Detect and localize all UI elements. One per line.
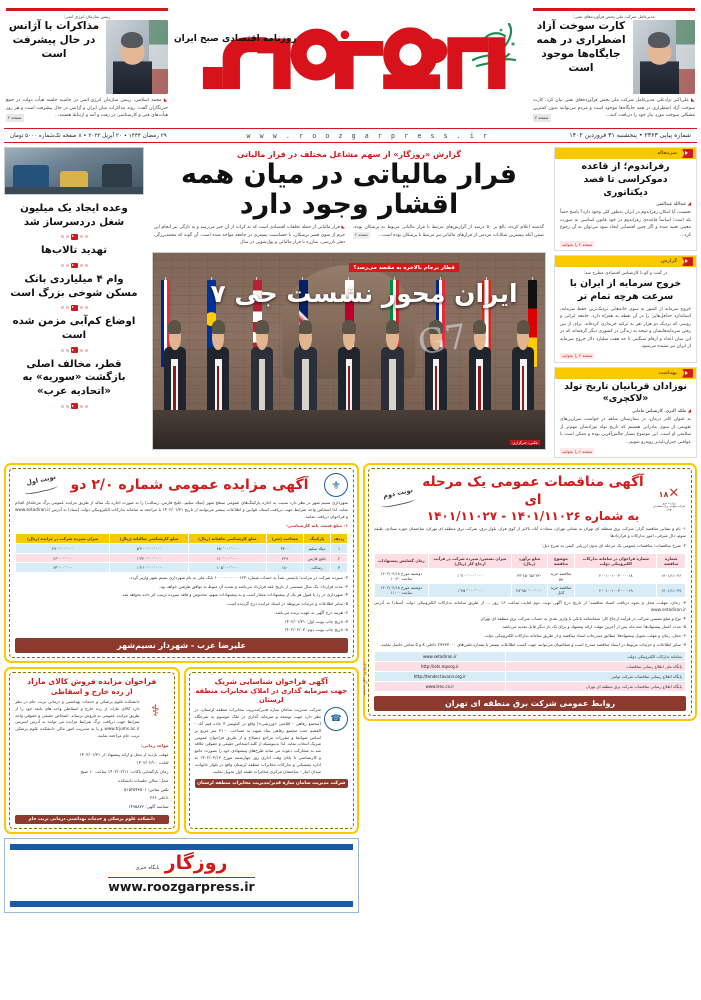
cell: ۵٬۴۰۰٬۰۰۰٬۰۰۰ <box>110 544 188 554</box>
right-teaser-body <box>533 97 695 119</box>
surplus-schedule-4: محل: سالن جلسات دانشکده <box>118 777 169 783</box>
nameplate-area <box>168 8 533 120</box>
th: موضوع مناقصه <box>547 553 575 568</box>
telecom-footer: شرکت مدیریت سامان سازه قدیر/مدیریت مخابرات منطقه لرستان <box>195 779 349 788</box>
cell: میلاد سلیم <box>303 544 330 554</box>
th: شماره فراخوان در سامانه تدارکات الکترونیکی دولت <box>575 553 657 568</box>
telecom-logo <box>324 707 348 775</box>
cell: دوشنبه مورخ ۱۴۰۲/۰۲/۱۸ ساعت ۱۰:۳۰ <box>375 568 429 583</box>
telecom-body: شرکت مدیریت سامان سازه قدیر/مدیریت مخابرات منطقه لرستان، در نظر دارد جهت توسعه و سرمایه گذاری در ملک موسوم به تفرجگاه (مجتمع رفاهی - اقامتی «ورزشی») واقع در کیلومتر ۴ جاده فیم آباد - القشم جنب مجتمع رفاهی بنیاد شهید به مساحت ۳۱۰۰ متر مربع بر اساس ضوابط و مقررات مراجع ذیصلاح و از طریق فراخوان عمومی شریک انتخاب نماید. لذا بدینوسیله از کلیه اشخاص حقیقی و حقوقی علاقه مند به مشارکت دعوت می نماید طرح‌های پیشنهادی خود را بصورت جامع و کارشناسی تا پایان وقت اداری روز چهارشنبه مورخ ۱۴۰۲/۰۲/۱۳ به اداره پشتیبانی و تدارکات مخابرات منطقه لرستان واقع در بلوار خانواده، میدان ایثار - ساختمان مرکزی مخابرات طبقه اول تحویل نمایند. <box>194 707 321 774</box>
photo-credit: عکس: خبرگزاری <box>512 440 538 445</box>
ads-row-top <box>4 463 697 913</box>
surplus-logo <box>143 699 169 740</box>
lede-left-text: گذشته اعلام کرده، بالغ بر ۵۰ درصد از گزارش‌های مرتبط با فرار مالیاتی مربوط به پزشکان بوده، ضمن آنکه بیشترین شکایات مردمی از فرارهای مالیاتی نیز مرتبط با پزشکان بوده است... <box>353 225 544 238</box>
cell: خلیج فارس <box>303 553 330 563</box>
left-headline-4[interactable]: اوضاع کم‌آبی مزمن شده است <box>12 316 136 342</box>
tender-org-logo: ✕۱۸ وزارت نیرو شرکت سهامی برق منطقه ای تهران <box>652 485 686 511</box>
ads-row-bottom <box>4 667 359 834</box>
right-teaser-photo <box>633 20 695 94</box>
left-teaser-more[interactable]: صفحه ۲ <box>8 114 22 120</box>
right-teaser-title[interactable]: کارت سوخت آزاد اضطراری در همه جایگاه‌ها موجود است <box>536 20 626 74</box>
url-cell[interactable]: www.trec.co.ir <box>375 682 506 692</box>
surplus-schedule-6: داخلی ۲۶۶ <box>149 795 169 801</box>
right-teaser-eyebrow: مدیرعامل شرکت ملی پخش فرآورده‌های نفتی: <box>573 14 655 19</box>
editorial-title[interactable]: رفراندوم؛ از قاعده دموکراسی تا قصد دیکتاتوری <box>581 161 670 198</box>
section-tab-report[interactable] <box>555 256 696 267</box>
cell: دوشنبه مورخ ۱۴۰۲/۰۲/۱۸ ساعت ۱۱:۰۰ <box>375 583 429 598</box>
lead-more-link[interactable]: صفحه ۲ <box>355 232 368 238</box>
telecom-emblem-icon: ☎ <box>324 707 348 731</box>
editorial-continue-link[interactable]: صفحه ۲ را بخوانید <box>562 241 593 247</box>
right-teaser-text: ملی پخش فرآورده‌های نفتی بیان کرد: کارت سوخت آزاد اضطراری در همه جایگاه‌ها موجود است و مردم می‌توانند بدون کمترین مشکلی سوخت مورد نیاز خود را دریافت کنند... <box>533 98 695 119</box>
table-header-row <box>375 553 686 568</box>
tender-signature: روابط عمومی شرکت برق منطقه ای تهران <box>374 696 686 711</box>
tender-urls-table <box>374 651 686 692</box>
left-teaser-byline: محمد اسلامی، رییس سازمان <box>103 98 162 104</box>
sidebar-card-health[interactable] <box>554 367 697 458</box>
headline-separator <box>4 303 144 312</box>
auction-table <box>15 533 348 573</box>
surplus-schedule-2: لغایت ۱۴۰۲/۰۲/۱۰ <box>136 760 169 766</box>
editorial-author <box>560 202 691 207</box>
cell: ۱۰۵٬۰۰۰٬۰۰۰ <box>188 563 266 573</box>
table-row <box>375 568 686 583</box>
left-headline-3[interactable]: وام ۴ میلیاردی بانک مسکن شوخی بزرگ است <box>10 274 138 299</box>
auction-signature: علیرضا عرب - شهردار نسیم‌شهر <box>15 638 348 653</box>
cell: ۱۴۰۱/۱۱۰۲۶ <box>657 568 686 583</box>
th: میزان سپرده شرکت در مزایده (ریال) <box>16 534 110 544</box>
cell: ۱٬۳۲۰٬۰۰۰٬۰۰۰ <box>110 553 188 563</box>
hijri-gregorian-date-price: ۲۹ رمضان ۱۴۴۴ • ۲۰ آپریل ۲۰۲۳ • ۸ صفحه تک‌شماره ۵۰۰۰ تومان <box>10 132 167 139</box>
auction-org-logo <box>322 473 348 497</box>
lede-right-column <box>154 224 345 246</box>
website-url[interactable]: w w w . r o o z g a r p r e s s . i r <box>246 131 490 140</box>
right-teaser-byline: علی‌اکبر نژادعلی مدیرعامل شرکت <box>620 98 690 104</box>
promo-bar-top <box>10 844 353 850</box>
flag-marker-icon <box>682 257 693 266</box>
ad-telecom-partner-call[interactable] <box>184 667 360 834</box>
flag-marker-icon <box>682 369 693 378</box>
cell: پایگاه اطلاع رسانی مناقصات شرکت توانیر <box>505 672 685 682</box>
left-teaser-text: انرژی اتمی در حاشیه جلسه هیأت دولت در جمع خبرنگاران گفت، روند مذاکرات میان ایران و آژانس در حال پیشرفت است و هر روز هیأت‌های فنی و کارشناسی در رفت و آمد و ارتباط هستند... <box>6 98 168 119</box>
auction-clause-5: ۶- هزینه درج آگهی به عهده برنده می‌باشد. <box>274 609 348 615</box>
issue-info-bar <box>4 128 697 143</box>
lead-headline[interactable]: فرار مالیاتی در میان همه اقشار وجود دارد <box>181 159 517 221</box>
ad-surplus-goods-auction[interactable] <box>4 667 180 834</box>
th: مبلغ کارشناسی ماهیانه (ریال) <box>188 534 266 544</box>
cell: ۳۳٬۶۵۰٬۵۸٬۲۳۰ <box>512 568 547 583</box>
tender-intro-1: ۱- نام و نشانی مناقصه گزار: شرکت برق منطقه ای تهران به نشانی تهران، سعادت آباد، بالاتر از کوی فراز، بلوار برق، شرکت برق منطقه ای تهران، ساختمان حوزه ستادی، طبقه سوم، دال شرقی، امور تدارکات و قراردادها <box>374 526 686 539</box>
surplus-footer: دانشکده علوم پزشکی و خدمات بهداشتی درمانی تربت جام <box>15 815 169 824</box>
tender-stamp: نوبت دوم <box>373 486 415 510</box>
tender-clause-1: ۳- زمان، مهلت، محل و نحوه دریافت اسناد مناقصه: از تاریخ درج آگهی نوبت دوم لغایت ساعت ۱۶ روز ... از طریق سامانه تدارکات الکترونیکی دولت (ستاد) به آدرس www.setadiran.ir <box>374 600 686 612</box>
headline-separator <box>4 346 144 355</box>
th: پارکینگ <box>303 534 330 544</box>
left-teaser-title[interactable]: مذاکرات با آژانس در حال پیشرفت است <box>8 20 100 61</box>
promo-url[interactable]: www.roozgarpress.ir <box>108 878 255 894</box>
surplus-body: دانشکده علوم پزشکی و خدمات بهداشتی و درمانی تربت جام در نظر دارد کالای مازاد، از رده خارج و اسقاطی واحد های تابعه خود را از طریق مزایده عمومی به فروش برساند. اشخاص حقیقی و حقوقی واجد شرایط جهت دریافت برگ شرایط مزایده می توانند به آدرس اینترنتی www.trjums.ac.ir و یا به مدیریت امور مالی دانشکده علوم پزشکی تربت جام مراجعه نمایند. <box>15 699 140 739</box>
health-author <box>560 409 691 414</box>
url-cell[interactable]: www.setadiran.ir <box>375 652 506 662</box>
table-row <box>375 682 686 692</box>
auction-section-1: ۱- مبلغ قیمت پایه کارشناسی: <box>286 523 348 529</box>
cell: ۲ <box>331 553 348 563</box>
auction-clause-2: ۳- مدت قرارداد: یک سال شمسی از تاریخ عقد قرارداد می‌باشد و تمدید آن منوط به توافق طرفین خواهد بود. <box>158 583 348 589</box>
cell: پایگاه اطلاع رسانی مناقصات شرکت برق منطقه ای تهران <box>505 682 685 692</box>
sidebar-card-editorial[interactable] <box>554 147 697 251</box>
masthead-right-teaser[interactable] <box>533 8 695 122</box>
table-row <box>16 544 348 554</box>
tender-clause-4: ۶- محل، زمان و مهلت تحویل پیشنهادها: مطابق مندرجات اسناد مناقصه و از طریق سامانه تدارکات الکترونیکی دولت <box>484 633 686 639</box>
promo-bar-bottom <box>10 901 353 907</box>
section-tab-label: بهداشت <box>658 370 677 376</box>
th: شماره مناقصه <box>657 553 686 568</box>
telecom-title-2: جهت سرمایه گذاری در املاک مخابرات منطقه لرستان <box>195 687 348 705</box>
municipality-emblem-icon: ⚜ <box>324 473 348 497</box>
advertisements-area <box>0 461 701 917</box>
section-tab-label: گزارش <box>660 259 677 265</box>
paper-nameplate-logo <box>198 10 519 114</box>
masthead <box>0 0 701 128</box>
health-body: به عنوان کادر درمان، در بیمارستان شاهد در خواست سزارین‌های تقویمی از سوی مادرانی هستیم که تاریخ تولد نوزادشان مهم‌تر از سلامتی او است. این موضوع بسیار چالش‌آفرین بوده و ممکن است با عواقبی جبران‌ناپذیر روبه‌رو شویم... <box>560 417 691 445</box>
surplus-title-2: از رده خارج و اسقاطی <box>50 687 133 697</box>
author-name: ملکه اکبری، کارشناس مامایی <box>632 409 687 415</box>
surplus-title-1: فراخوان مزایده فروش کالای مازاد <box>27 677 157 687</box>
table-row <box>375 652 686 662</box>
cell: مناقصه خرید پیج <box>547 568 575 583</box>
ad-roozgar-website-promo[interactable] <box>4 838 359 913</box>
th: میزان تضمین/ سپرده شرکت در فرآیند ارجاع کار (ریال) <box>428 553 512 568</box>
cell: ۳۲۰۰ <box>266 544 303 554</box>
surplus-schedule-label: مواعد زمانی: <box>141 742 169 748</box>
headline-separator <box>4 232 144 241</box>
th: مبلغ برآورد (ریال) <box>512 553 547 568</box>
right-sidebar <box>554 147 697 457</box>
headline-separator <box>4 402 144 411</box>
ad-tender-notice[interactable] <box>363 463 697 721</box>
tender-org-sub: شرکت سهامی برق منطقه ای تهران <box>652 504 686 511</box>
divider-rule <box>533 8 695 11</box>
photo-kicker: قطار برجام بالاخره به مقصد می‌رسد؟ <box>349 263 458 272</box>
auction-intro: شهرداری نسیم شهر در نظر دارد نسبت به اجاره پارکینگ‌های عمومی سطح شهر (میلاد سلیم، خلیج فارس، رسالت) را به صورت اجاره یک ساله از طریق مزایده عمومی برگ مرحله‌ای اقدام نماید. لذا اشخاص واجد شرایط جهت دریافت اسناد، قوانین و اطلاعات بیشتر می‌توانند از تاریخ ۱۴۰۲/۰۱/۳۱ با مراجعه به سامانه تدارکات الکترونیکی دولت (ستاد) به آدرس www.setadiran.ir و فراخوان دریافت نمایند. <box>15 500 348 519</box>
url-cell[interactable]: http://iets.mporg.ir <box>375 662 506 672</box>
divider-rule <box>6 8 168 11</box>
cell: رسالت <box>303 563 330 573</box>
table-row <box>375 672 686 682</box>
flag-marker-icon <box>682 149 693 158</box>
bullet-icon: ◣ <box>341 225 345 231</box>
paper-tagline: روزنامه اقتصادی صبح ایران <box>174 34 297 44</box>
cell: ۴۲۹ <box>266 553 303 563</box>
left-teaser-body <box>6 97 168 119</box>
surplus-schedule-5: تلفن تماس: ۰۵۱۵۲۵۴۳۵۰۱ <box>121 786 169 792</box>
cell: ۲۰۰۱۰۰۱۰۰۳۰۰۰۰۱۸ <box>575 568 657 583</box>
left-headline-1[interactable]: وعده ایجاد یک میلیون شغل دردسرساز شد <box>20 203 128 228</box>
right-teaser-more[interactable]: صفحه ۴ <box>535 114 549 120</box>
cell: ۱٬۴۵۰٬۰۰۰٬۰۰۰ <box>428 583 512 598</box>
promo-brand: روزگار <box>164 851 228 874</box>
auction-clause-1: ۲- سپرده شرکت در مزایده: بایستی نقداً به حساب شماره ۱۰۰۰۰۰۰۰۰۰۰۱۲۳ بانک ملی به نام شهرداری نسیم شهر واریز گردد. <box>128 575 348 581</box>
table-row <box>16 563 348 573</box>
health-title[interactable]: نوزادان قربانیان تاریخ تولد «لاکچری» <box>564 380 687 405</box>
th: مساحت (متر) <box>266 534 303 544</box>
left-column-photo <box>4 147 144 195</box>
promo-tag: پایگاه خبری <box>135 864 160 871</box>
left-teaser-photo <box>106 20 168 94</box>
lede-left-column <box>353 224 544 246</box>
telecom-title-1: آگهی فراخوان شناسایی شریک <box>214 677 328 687</box>
bullet-icon: ◢ <box>687 202 691 208</box>
g7-watermark: G7 <box>415 316 470 364</box>
table-row <box>375 662 686 672</box>
tender-clause-3: ۵- مدت اعتبار پیشنهادها: سه ماه پس از آخرین مهلت ارائه پیشنهاد و برای یک بار دیگر قابل تمدید می‌باشد. <box>501 624 686 630</box>
tender-ad-id: شناسه آگهی ۱۴۹۵۶۳۲ <box>363 662 367 696</box>
cell: ۲۸٬۹۵۰٬۰۰۰٬۰۰۰ <box>512 583 547 598</box>
author-name: عبدالله عبدالقنی <box>656 202 687 208</box>
lead-lede <box>154 224 544 246</box>
lead-kicker: گزارش «روزگار» از سهم مشاغل مختلف در فرار مالیاتی <box>237 150 461 159</box>
left-headline-2[interactable]: تهدید تالاب‌ها <box>40 245 108 257</box>
health-continue-link[interactable]: صفحه ۶ را بخوانید <box>562 448 593 454</box>
th: مبلغ کارشناسی سالیانه (ریال) <box>110 534 188 544</box>
auction-clause-7: ۸- تاریخ چاپ نوبت دوم: ۱۴۰۲/۰۲/۰۷ <box>284 627 348 633</box>
surplus-schedule-3: زمان بازگشایی پاکات: ۱۴۰۲/۰۲/۱۱ ساعت ۱۰ صبح <box>80 769 169 775</box>
bullet-icon: ◣ <box>691 98 695 104</box>
tender-intro-2: ۲- شرح مناقصات: مناقصات عمومی یک مرحله ای بدون ارزیابی کیفی به شرح ذیل: <box>541 543 686 549</box>
cell: مناقصه خرید کابل <box>547 583 575 598</box>
surplus-schedule-1: مهلت بازدید از محل و ارائه پیشنهاد: از ۱۴۰۲/۰۱/۳۱ <box>79 751 169 757</box>
masthead-left-teaser[interactable] <box>6 8 168 122</box>
th: زمان گشایش پیشنهادات <box>375 553 429 568</box>
ad-auction-notice[interactable] <box>4 463 359 663</box>
cell: پایگاه ملی اطلاع رسانی مناقصات <box>505 662 685 672</box>
issue-number-and-date: شماره پیاپی ۲۳۶۳ • پنجشنبه ۳۱ فروردین ۱۴۰۲ <box>569 132 691 139</box>
cell: ۴۵۰٬۰۰۰٬۰۰۰ <box>188 544 266 554</box>
bullet-icon: ◣ <box>163 98 168 104</box>
cell: ۱۴۰۱/۱۱۰۲۷ <box>657 583 686 598</box>
auction-clause-3: ۴- شهرداری در رد یا قبول هر یک از پیشنهادات مختار است و به پیشنهادات مبهم، مخدوش و فاقد سپرده ترتیب اثر داده نخواهد شد. <box>121 592 348 598</box>
cell: ۳ <box>331 563 348 573</box>
auction-stamp: نوبت اول <box>14 473 58 497</box>
cell: ۱۱۰٬۰۰۰٬۰۰۰ <box>188 553 266 563</box>
lead-photo[interactable] <box>152 252 546 450</box>
report-kicker: در گفت و گو با کارشناس اقتصادی مطرح شد: <box>583 271 668 277</box>
lede-right-text: فرار مالیاتی از جمله تخلفات اقتصادی است که به کرات از آن خبر می‌رسد و به تازگی نیز انجام این جرم از سوی قشر پزشکان، با حساسیت بیشتری در جامعه مواجه شده است. آن گونه که محمدبرزگر، دفتر بازرسی، مبارزه با فرار مالیاتی و پول‌شویی در سال <box>154 225 345 246</box>
cell: ۲۰۰۱۰۰۱۰۰۳۰۰۰۰۱۹ <box>575 583 657 598</box>
surplus-schedule-7: شناسه آگهی: ۱۴۹۵۸۷۲ <box>128 803 169 809</box>
table-row <box>375 583 686 598</box>
cell: ۲۷۰٬۰۰۰٬۰۰۰ <box>16 544 110 554</box>
url-cell[interactable]: http://tender.tavanir.org.ir <box>375 672 506 682</box>
center-column <box>148 147 550 457</box>
left-teaser-eyebrow: رییس سازمان انرژی اتمی: <box>63 14 111 19</box>
tender-table <box>374 553 686 598</box>
auction-title: آگهی مزایده عمومی شماره ۲/۰ دو <box>70 476 309 493</box>
editorial-body: نخست، آیا امکان رفراندوم در ایران به‌طور کلی وجود دارد؟ پاسخ حتماً بله است؛ اساساً قاعده‌ی رفراندوم در خود قانون اساسی به صورت معینی تعبیه شده و اگر چنین اقتضایی ایجاد شود می‌توان به آن رجوع کرد... <box>560 210 691 238</box>
photo-headline[interactable]: ایران محور نشست جی ۷ <box>210 278 518 308</box>
auction-clause-6: ۷- تاریخ چاپ نوبت اول: ۱۴۰۲/۰۱/۳۱ <box>284 618 348 624</box>
auction-clause-4: ۵- سایر اطلاعات و جزئیات مربوطه در اسناد مزایده درج گردیده است. <box>225 601 348 607</box>
section-tab-label: سرمقاله <box>657 151 677 156</box>
sidebar-card-report[interactable] <box>554 255 697 362</box>
medical-university-emblem-icon: ⚕ <box>151 700 160 720</box>
report-continue-link[interactable]: صفحه ۳ را بخوانید <box>562 353 593 359</box>
right-ads-stack <box>4 463 359 913</box>
headline-separator <box>4 261 144 270</box>
main-content <box>0 143 701 461</box>
section-tab-editorial[interactable] <box>555 148 696 159</box>
left-headline-5[interactable]: قطر، مخالف اصلی بازگشت «سوریه» به «اتحادیه عرب» <box>22 358 126 398</box>
leaders-group <box>161 304 537 418</box>
report-body: خروج سرمایه از کشور به سوی خانه‌هایی نزدیک‌ترین حفظ سرمایه، استاندارد حداقل‌هایی را در آن نقطه به همراه دارد. جامعه ایرانی و روسی که نزدیک دو هزار نفر به ترکیه خریداری کرده‌اند. برای از بین رفتن سرمایه‌هایشان و نتیجه به زندگی در کشوری دیگر گرفته‌اند که در این میان اعداد و ارقام سنگینی تا حد هفت میلیارد دلار خروج سرمایه از ایران نیز شنیده می‌شود. <box>560 306 691 350</box>
bullet-icon: ◢ <box>687 409 691 415</box>
cell: ۱٬۷۰۰٬۰۰۰٬۰۰۰ <box>428 568 512 583</box>
cell: ۱ <box>331 544 348 554</box>
section-tab-health[interactable] <box>555 368 696 379</box>
table-header-row <box>16 534 348 544</box>
report-title[interactable]: خروج سرمایه از ایران با سرعت هرچه تمام تر <box>569 278 682 302</box>
tender-subtitle: به شماره ۱۴۰۱/۱۱۰۲۶ - ۱۴۰۱/۱۱۰۲۷ <box>426 509 640 524</box>
tender-clause-5: ۷- سایر اطلاعات و جزئیات مربوط در اسناد مناقصه مندرج است و متقاضیان می‌توانند جهت کسب اطلاعات بیشتر با شماره تلفن‌های ۲۷۹۳۷۰۰۰ داخلی ۸ و ۵ تماس حاصل نمایند. <box>380 641 686 647</box>
cell: ۱۸۰ <box>266 563 303 573</box>
tender-org-name: وزارت نیرو <box>662 500 676 505</box>
cell: ۶۶٬۰۰۰٬۰۰۰ <box>16 553 110 563</box>
left-headlines-column <box>4 147 144 457</box>
cell: ۶۳٬۰۰۰٬۰۰۰ <box>16 563 110 573</box>
tender-clause-2: ۴- نوع و مبلغ تضمین شرکت در فرآیند ارجاع کار: ضمانتنامه بانکی یا واریز نقدی به حساب شرکت برق منطقه ای تهران <box>480 615 686 621</box>
cell: سامانه تدارکات الکترونیکی دولت <box>505 652 685 662</box>
th: ردیف <box>331 534 348 544</box>
table-row <box>16 553 348 563</box>
tender-title: آگهی مناقصات عمومی یک مرحله ای <box>422 474 644 509</box>
cell: ۱٬۲۶۰٬۰۰۰٬۰۰۰ <box>110 563 188 573</box>
